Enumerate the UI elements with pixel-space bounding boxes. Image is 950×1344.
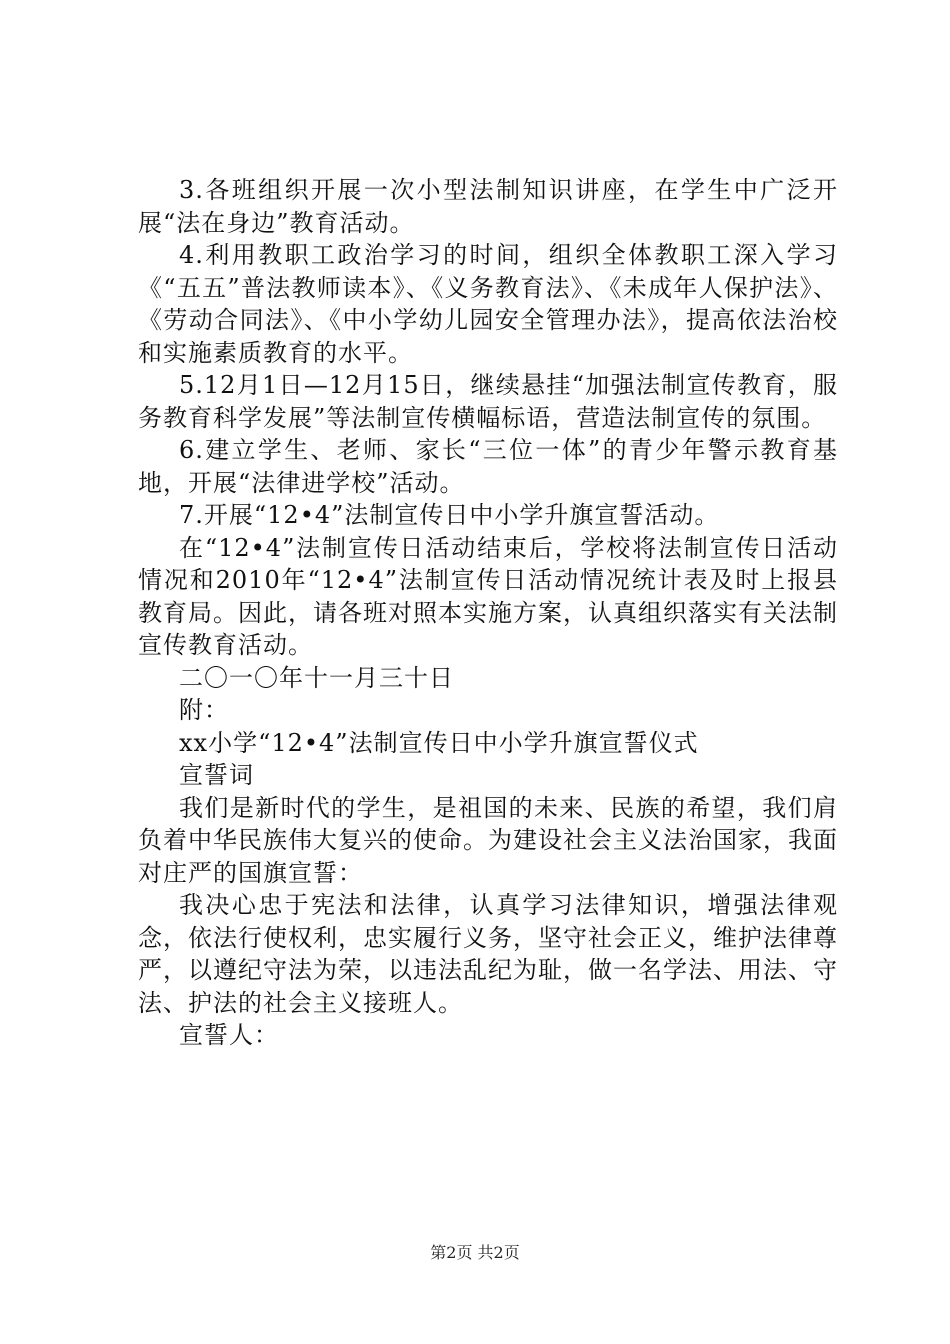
paragraph-item-7: 7.开展“12•4”法制宣传日中小学升旗宣誓活动。: [179, 501, 720, 529]
paragraph-report: 在“12•4”法制宣传日活动结束后，学校将法制宣传日活动情况和2010年“12•4”法制宣传日活动情况统计表及时上报县教育局。因此，请各班对照本实施方案，认真组织落实有关法制宣传教育活动。: [138, 533, 838, 659]
paragraph-item-5: 5.12月1日—12月15日，继续悬挂“加强法制宣传教育，服务教育科学发展”等法制宣传横幅标语，营造法制宣传的氛围。: [138, 371, 838, 432]
paragraph-item-3: 3.各班组织开展一次小型法制知识讲座，在学生中广泛开展“法在身边”教育活动。: [138, 176, 838, 237]
oath-paragraph-1: 我们是新时代的学生，是祖国的未来、民族的希望，我们肩负着中华民族伟大复兴的使命。为建设社会主义法治国家，我面对庄严的国旗宣誓：: [138, 793, 838, 887]
paragraph-item-6: 6.建立学生、老师、家长“三位一体”的青少年警示教育基地，开展“法律进学校”活动。: [138, 436, 838, 497]
oath-heading: 宣誓词: [179, 761, 254, 789]
attachment-label: 附：: [179, 696, 229, 724]
document-date: 二〇一〇年十一月三十日: [179, 663, 454, 692]
document-body: [138, 174, 838, 1052]
attachment-title: xx小学“12•4”法制宣传日中小学升旗宣誓仪式: [179, 728, 699, 757]
oath-paragraph-2: 我决心忠于宪法和法律，认真学习法律知识，增强法律观念，依法行使权利，忠实履行义务，坚守社会正义，维护法律尊严，以遵纪守法为荣，以违法乱纪为耻，做一名学法、用法、守法、护法的社会主义接班人。: [138, 891, 838, 1017]
oath-signer-label: 宣誓人：: [179, 1021, 279, 1049]
page-number-footer: 第2页 共2页: [430, 1243, 520, 1262]
paragraph-item-4: 4.利用教职工政治学习的时间，组织全体教职工深入学习《“五五”普法教师读本》、《义务教育法》、《未成年人保护法》、《劳动合同法》、《中小学幼儿园安全管理办法》，提高依法治校和实施素质教育的水平。: [138, 241, 838, 367]
